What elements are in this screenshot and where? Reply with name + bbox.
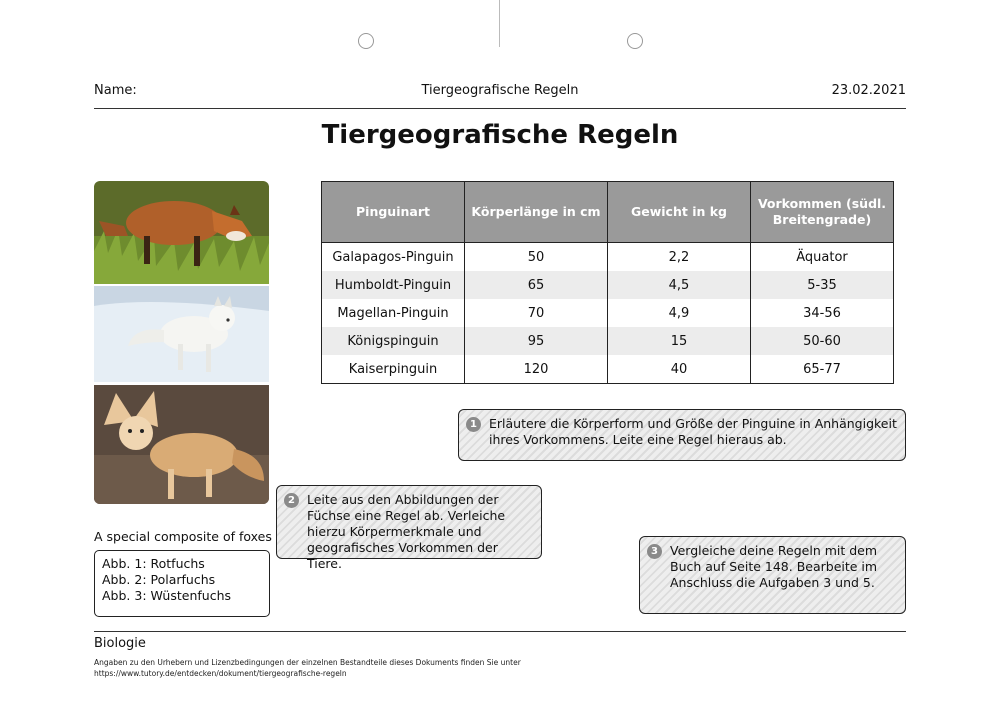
table-cell: 95 [465, 327, 608, 355]
table-cell: 4,9 [608, 299, 751, 327]
table-cell: 2,2 [608, 243, 751, 272]
footer-subject: Biologie [94, 636, 146, 651]
task-3 [639, 536, 906, 614]
table-cell: Galapagos-Pinguin [322, 243, 465, 272]
table-row [322, 299, 894, 327]
table-row [322, 243, 894, 272]
table-cell: Äquator [751, 243, 894, 272]
task-text: Vergleiche deine Regeln mit dem Buch auf Seite 148. Bearbeite im Anschluss die Aufgaben 3 und 5. [670, 543, 878, 590]
task-2 [276, 485, 542, 571]
table-cell: Königspinguin [322, 327, 465, 355]
legend-item: Abb. 1: Rotfuchs [102, 556, 205, 571]
penguin-table [321, 181, 894, 384]
photo-caption: A special composite of foxes [94, 529, 272, 544]
punch-hole-right [627, 33, 643, 49]
photo-arctic-fox [94, 286, 269, 382]
legend-item: Abb. 2: Polarfuchs [102, 572, 216, 587]
table-cell: 50 [465, 243, 608, 272]
name-label: Name: [94, 83, 137, 98]
table-cell: Humboldt-Pinguin [322, 271, 465, 299]
table-cell: 15 [608, 327, 751, 355]
task-text: Leite aus den Abbildungen der Füchse eine Regel ab. Verleiche hierzu Körpermerkmale und geografisches Vorkommen der Tiere. [307, 492, 506, 571]
table-cell: 65 [465, 271, 608, 299]
header-divider [94, 108, 906, 109]
task-number-badge: 3 [647, 544, 662, 559]
task-number-badge: 2 [284, 493, 299, 508]
column-header: Gewicht in kg [608, 182, 751, 243]
page-title: Tiergeografische Regeln [321, 120, 679, 150]
table-cell: Kaiserpinguin [322, 355, 465, 384]
table-cell: 5-35 [751, 271, 894, 299]
table-cell: 50-60 [751, 327, 894, 355]
legend-item: Abb. 3: Wüstenfuchs [102, 588, 231, 603]
photo-red-fox [94, 181, 269, 284]
task-number-badge: 1 [466, 417, 481, 432]
table-cell: 65-77 [751, 355, 894, 384]
figure-legend [94, 550, 270, 617]
header-date: 23.02.2021 [831, 83, 906, 98]
header-subject: Tiergeografische Regeln [421, 83, 579, 98]
punch-hole-left [358, 33, 374, 49]
fold-mark [499, 0, 500, 47]
table-cell: 4,5 [608, 271, 751, 299]
task-text: Erläutere die Körperform und Größe der Pinguine in Anhängigkeit ihres Vorkommens. Leite eine Regel hieraus ab. [489, 416, 897, 447]
table-cell: 120 [465, 355, 608, 384]
footer-divider [94, 631, 906, 632]
column-header: Pinguinart [322, 182, 465, 243]
table-cell: 34-56 [751, 299, 894, 327]
photo-fennec-fox [94, 385, 269, 504]
column-header: Vorkommen (südl. Breitengrade) [751, 182, 894, 243]
table-row [322, 355, 894, 384]
table-header-row [322, 182, 894, 243]
table-cell: 70 [465, 299, 608, 327]
task-1 [458, 409, 906, 461]
table-cell: 40 [608, 355, 751, 384]
license-notice: Angaben zu den Urhebern und Lizenzbedingungen der einzelnen Bestandteile dieses Dokuments finden Sie unter [94, 658, 521, 667]
column-header: Körperlänge in cm [465, 182, 608, 243]
license-url[interactable]: https://www.tutory.de/entdecken/dokument/tiergeografische-regeln [94, 669, 347, 678]
table-row [322, 327, 894, 355]
table-row [322, 271, 894, 299]
table-cell: Magellan-Pinguin [322, 299, 465, 327]
